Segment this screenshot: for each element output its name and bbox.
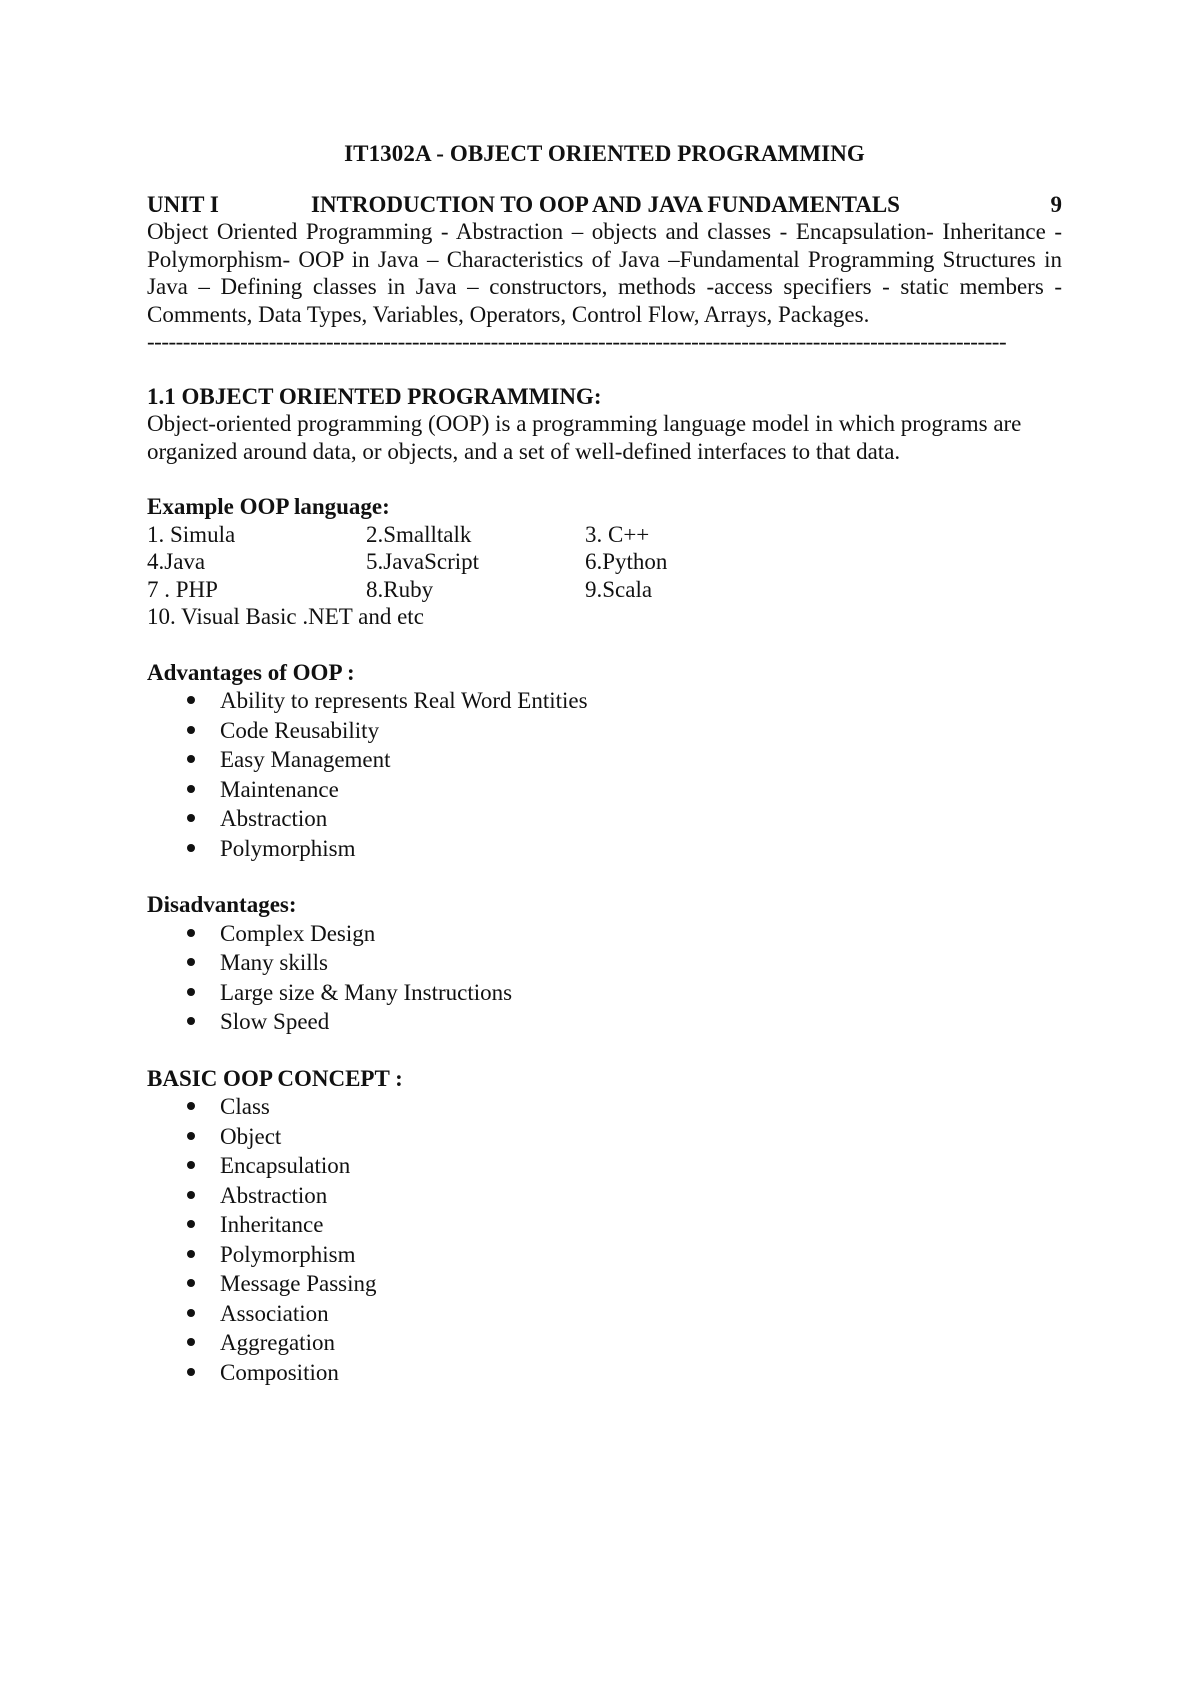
document-page	[147, 140, 1062, 1387]
list-item	[187, 804, 1062, 834]
list-item-text: Aggregation	[220, 1330, 335, 1355]
unit-label: UNIT I	[147, 191, 219, 217]
unit-title: INTRODUCTION TO OOP AND JAVA FUNDAMENTALS	[311, 191, 900, 217]
concepts-list	[147, 1092, 1062, 1387]
list-item-text: Large size & Many Instructions	[220, 979, 513, 1005]
list-item-text: Maintenance	[220, 776, 339, 802]
language-item: 1. Simula	[147, 521, 236, 547]
bullet-icon	[187, 844, 195, 852]
bullet-icon	[187, 958, 195, 966]
list-item	[187, 1210, 1062, 1240]
list-item	[187, 1358, 1062, 1388]
list-item	[187, 716, 1062, 746]
bullet-icon	[187, 1338, 195, 1346]
language-item: 4.Java	[147, 549, 206, 574]
bullet-icon	[187, 1368, 195, 1376]
language-item: 7 . PHP	[147, 576, 218, 602]
bullet-icon	[187, 726, 195, 734]
bullet-icon	[187, 988, 195, 996]
bullet-icon	[187, 1017, 195, 1025]
list-item-text: Complex Design	[220, 920, 376, 946]
bullet-icon	[187, 1161, 195, 1169]
list-item-text: Code Reusability	[220, 717, 380, 743]
list-item-text: Message Passing	[220, 1271, 377, 1296]
disadvantages-heading: Disadvantages:	[147, 892, 297, 917]
unit-hours: 9	[1050, 191, 1062, 217]
document-title: IT1302A - OBJECT ORIENTED PROGRAMMING	[344, 141, 865, 166]
bullet-icon	[187, 814, 195, 822]
languages-grid	[147, 521, 1062, 604]
list-item	[187, 686, 1062, 716]
list-item	[187, 1181, 1062, 1211]
list-item-text: Object	[220, 1123, 282, 1149]
section-heading: 1.1 OBJECT ORIENTED PROGRAMMING:	[147, 383, 602, 409]
language-item: 2.Smalltalk	[366, 521, 472, 547]
disadvantages-list	[147, 919, 1062, 1037]
list-item	[187, 834, 1062, 864]
list-item	[187, 1151, 1062, 1181]
list-item-text: Easy Management	[220, 747, 391, 772]
list-item	[187, 1269, 1062, 1299]
list-item	[187, 745, 1062, 775]
bullet-icon	[187, 1220, 195, 1228]
list-item-text: Composition	[220, 1359, 339, 1385]
list-item	[187, 775, 1062, 805]
list-item	[187, 1007, 1062, 1037]
list-item	[187, 1240, 1062, 1270]
language-item: 9.Scala	[585, 576, 653, 602]
bullet-icon	[187, 785, 195, 793]
list-item-text: Encapsulation	[220, 1153, 351, 1178]
bullet-icon	[187, 1132, 195, 1140]
list-item-text: Polymorphism	[220, 1241, 356, 1267]
concepts-heading: BASIC OOP CONCEPT :	[147, 1065, 403, 1091]
bullet-icon	[187, 1191, 195, 1199]
language-item: 8.Ruby	[366, 576, 434, 602]
bullet-icon	[187, 929, 195, 937]
list-item	[187, 978, 1062, 1008]
list-item	[187, 1328, 1062, 1358]
list-item	[187, 919, 1062, 949]
bullet-icon	[187, 696, 195, 704]
list-item-text: Many skills	[220, 950, 328, 975]
advantages-heading: Advantages of OOP :	[147, 659, 355, 685]
list-item-text: Class	[220, 1094, 270, 1119]
bullet-icon	[187, 755, 195, 763]
unit-header	[147, 191, 1062, 219]
language-item-last: 10. Visual Basic .NET and etc	[147, 604, 424, 629]
list-item-text: Association	[220, 1300, 329, 1326]
list-item	[187, 948, 1062, 978]
bullet-icon	[187, 1250, 195, 1258]
list-item-text: Ability to represents Real Word Entities	[220, 688, 588, 713]
languages-heading: Example OOP language:	[147, 494, 390, 519]
bullet-icon	[187, 1279, 195, 1287]
list-item-text: Abstraction	[220, 806, 328, 831]
language-item: 6.Python	[585, 549, 668, 574]
list-item	[187, 1299, 1062, 1329]
language-item: 5.JavaScript	[366, 549, 480, 574]
list-item-text: Slow Speed	[220, 1009, 330, 1034]
advantages-list	[147, 686, 1062, 863]
list-item	[187, 1122, 1062, 1152]
list-item-text: Abstraction	[220, 1182, 328, 1208]
bullet-icon	[187, 1102, 195, 1110]
list-item-text: Inheritance	[220, 1212, 324, 1237]
bullet-icon	[187, 1309, 195, 1317]
section-intro: Object-oriented programming (OOP) is a programming language model in which programs are organized around data, or objects, and a set of well-defined interfaces to that data.	[147, 411, 1022, 464]
section-divider: ------------------------------------------------------------------------------------------------------------------------	[147, 329, 1007, 354]
language-item: 3. C++	[585, 521, 650, 547]
list-item	[187, 1092, 1062, 1122]
list-item-text: Polymorphism	[220, 835, 356, 861]
unit-syllabus: Object Oriented Programming - Abstraction – objects and classes - Encapsulation- Inheritance - Polymorphism- OOP in Java – Characteristics of Java –Fundamental Programming Structures in Java – Defining classes in Java – constructors, methods -access specifiers - static members -Comments, Data Types, Variables, Operators, Control Flow, Arrays, Packages.	[147, 219, 1062, 327]
